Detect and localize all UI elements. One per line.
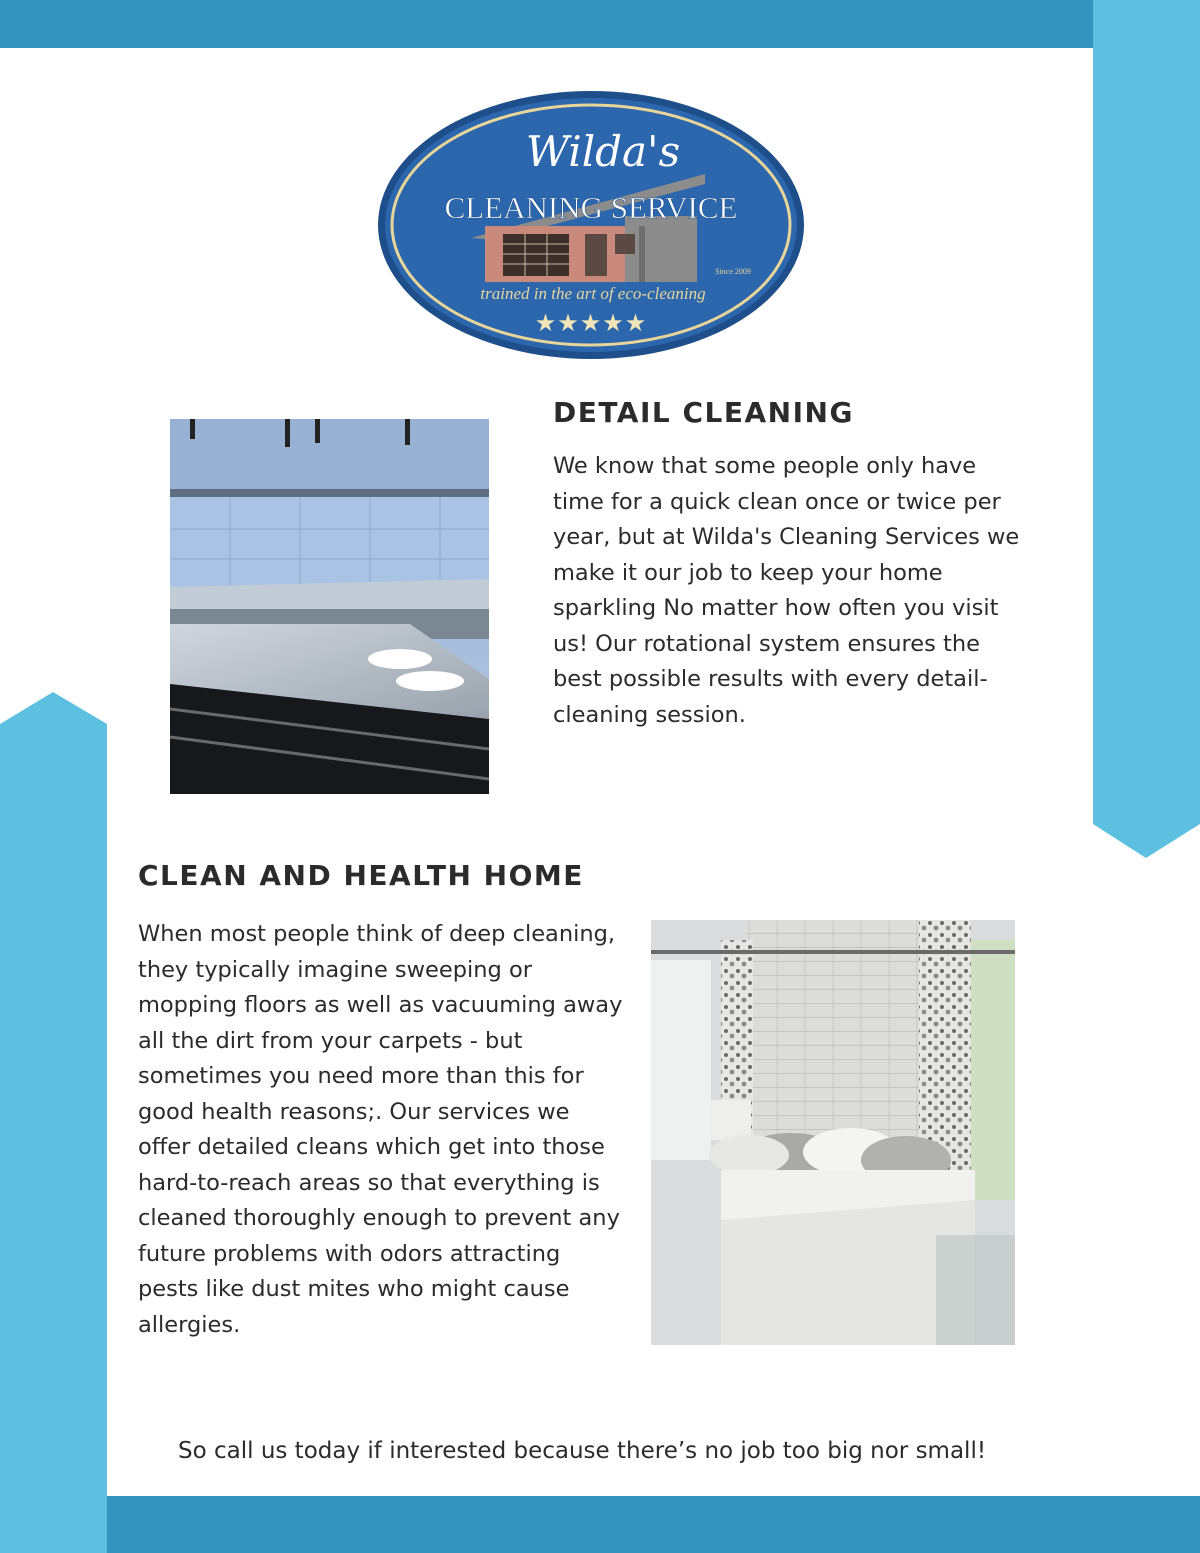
section-body-detail-cleaning: We know that some people only have time for a quick clean once or twice per year, but at Wilda's Cleaning Services we make it our job to keep your home sparkling No matter how often you visit us! Our rotational system ensures the best possible results with every detail-cleaning session. <box>553 453 1020 728</box>
brand-rating-stars: ★★★★★ <box>534 309 648 337</box>
top-banner-bar <box>0 0 1093 48</box>
right-ribbon-decoration <box>1093 0 1200 858</box>
section-body-clean-health-home: When most people think of deep cleaning, they typically imagine sweeping or mopping floors as well as vacuuming away all the dirt from your carpets - but sometimes you need more than this for good health reasons;. Our services we offer detailed cleans which get into those hard-to-reach areas so that everything is cleaned thoroughly enough to prevent any future problems with odors attracting pests like dust mites who might cause allergies. <box>138 921 623 1338</box>
section-heading-clean-health-home: CLEAN AND HEALTH HOME <box>138 859 584 892</box>
brand-script-name: Wilda's <box>525 127 681 176</box>
brand-since: Since 2009 <box>715 267 751 276</box>
brand-main-name: CLEANING SERVICE <box>444 190 738 225</box>
left-ribbon-decoration <box>0 692 107 1553</box>
company-logo <box>375 88 807 362</box>
bedroom-photo <box>651 920 1015 1345</box>
brand-tagline: trained in the art of eco-cleaning <box>480 284 706 303</box>
kitchen-photo <box>170 419 489 794</box>
call-to-action: So call us today if interested because there’s no job too big nor small! <box>178 1438 987 1464</box>
section-heading-detail-cleaning: DETAIL CLEANING <box>553 396 854 429</box>
bottom-banner-bar <box>107 1496 1200 1553</box>
